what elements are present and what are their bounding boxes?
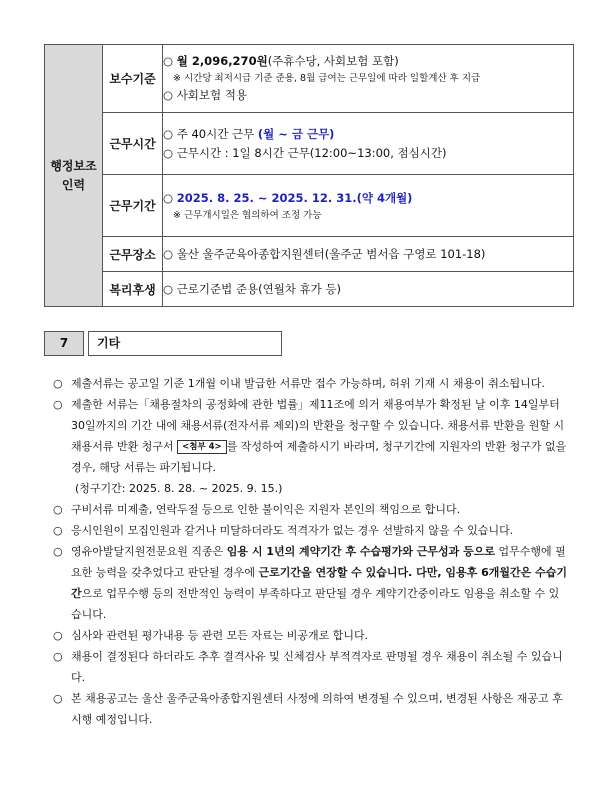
hours-line-2: ○ 근무시간 : 1일 8시간 근무(12:00~13:00, 점심시간) <box>163 145 447 160</box>
employment-conditions-table <box>44 44 574 307</box>
place-row <box>45 237 574 272</box>
circle-bullet-icon: ○ <box>53 377 63 390</box>
circle-bullet-icon: ○ <box>53 629 63 642</box>
list-item <box>53 688 569 730</box>
request-period: (청구기간: 2025. 8. 28. ~ 2025. 9. 15.) <box>75 482 283 495</box>
note-emphasis: 임용 시 1년의 계약기간 후 수습평가와 근무성과 등으로 <box>226 545 495 558</box>
category-label: 행정보조 인력 <box>50 158 97 192</box>
note-text: 채용이 결정된다 하더라도 추후 결격사유 및 신체검사 부적격자로 판명될 경우 채용이 취소될 수 있습니다. <box>71 650 563 684</box>
pay-bullet: ○ <box>163 54 177 68</box>
note-emphasis: 근로기간을 연장할 수 있습니다. 다만, 임용후 6개월간은 수습기간 <box>71 566 567 600</box>
hours-content <box>163 113 574 175</box>
list-item <box>53 541 569 625</box>
category-cell <box>45 45 103 307</box>
list-item <box>53 646 569 688</box>
place-label: 근무장소 <box>103 237 163 272</box>
list-item <box>53 625 569 646</box>
note-text: 업무수행에 필요한 능력을 갖추었다고 판단될 경우에 <box>71 545 566 579</box>
welfare-row <box>45 272 574 307</box>
attachment-ref-badge: <첨부 4> <box>177 440 227 454</box>
pay-detail: (주휴수당, 사회보험 포함) <box>267 54 399 68</box>
pay-line-1 <box>163 52 573 71</box>
period-note: ※ 근무개시일은 협의하여 조정 가능 <box>173 209 322 221</box>
period-line-1 <box>163 189 573 208</box>
period-bullet: ○ <box>163 190 177 205</box>
hours-row <box>45 113 574 175</box>
section-number: 7 <box>44 331 84 356</box>
period-label: 근무기간 <box>103 175 163 237</box>
note-text: 심사와 관련된 평가내용 등 관련 모든 자료는 비공개로 합니다. <box>71 629 369 642</box>
pay-note: ※ 시간당 최저시급 기준 준용, 8월 급여는 근무일에 따라 일할계산 후 지급 <box>173 73 481 84</box>
pay-label: 보수기준 <box>103 45 163 113</box>
list-item <box>53 373 569 394</box>
period-content <box>163 175 574 237</box>
list-item <box>53 520 569 541</box>
circle-bullet-icon: ○ <box>53 692 63 705</box>
notes-list <box>53 373 569 730</box>
hours-label: 근무시간 <box>103 113 163 175</box>
place-content: ○ 울산 울주군육아종합지원센터(울주군 범서읍 구영로 101-18) <box>163 237 574 272</box>
hours-days: (월 ~ 금 근무) <box>257 126 335 141</box>
period-row <box>45 175 574 237</box>
pay-amount: 월 2,096,270원 <box>176 54 268 68</box>
hours-weekly: ○ 주 40시간 근무 <box>163 126 258 141</box>
note-text: 를 작성하여 제출하시기 바라며, 청구기간에 지원자의 반환 청구가 없을 경우, 해당 서류는 파기됩니다. <box>71 440 567 474</box>
note-text: 구비서류 미제출, 연락두절 등으로 인한 불이익은 지원자 본인의 책임으로 합니다. <box>71 503 461 516</box>
list-item <box>53 499 569 520</box>
circle-bullet-icon: ○ <box>53 545 63 558</box>
section-title: 기타 <box>88 331 282 356</box>
note-text: 영유아발달지원전문요원 직종은 <box>71 545 227 558</box>
period-dates: 2025. 8. 25. ~ 2025. 12. 31.(약 4개월) <box>176 190 413 205</box>
welfare-label: 복리후생 <box>103 272 163 307</box>
circle-bullet-icon: ○ <box>53 398 63 411</box>
hours-line-1 <box>163 125 573 144</box>
pay-row <box>45 45 574 113</box>
note-text: 제출서류는 공고일 기준 1개월 이내 발급한 서류만 접수 가능하며, 허위 기재 시 채용이 취소됩니다. <box>71 377 545 390</box>
note-text: 본 채용공고는 울산 울주군육아종합지원센터 사정에 의하여 변경될 수 있으며, 변경된 사항은 재공고 후 시행 예정입니다. <box>71 692 563 726</box>
circle-bullet-icon: ○ <box>53 503 63 516</box>
pay-line-2: ○ 사회보험 적용 <box>163 88 247 102</box>
welfare-content: ○ 근로기준법 준용(연월차 휴가 등) <box>163 272 574 307</box>
circle-bullet-icon: ○ <box>53 524 63 537</box>
note-text: 응시인원이 모집인원과 같거나 미달하더라도 적격자가 없는 경우 선발하지 않을 수 있습니다. <box>71 524 514 537</box>
note-text: 으로 업무수행 등의 전반적인 능력이 부족하다고 판단될 경우 계약기간중이라도 임용을 취소할 수 있습니다. <box>71 587 560 621</box>
pay-content <box>163 45 574 113</box>
list-item <box>53 394 569 499</box>
circle-bullet-icon: ○ <box>53 650 63 663</box>
note-text: 제출한 서류는「채용절차의 공정화에 관한 법률」제11조에 의거 채용여부가 확정된 날 이후 14일부터 30일까지의 기간 내에 채용서류(전자서류 제외)의 반환을 청구할 수 있습니다. 채용서류 반환을 원할 시 채용서류 반환 청구서 <box>71 398 565 453</box>
